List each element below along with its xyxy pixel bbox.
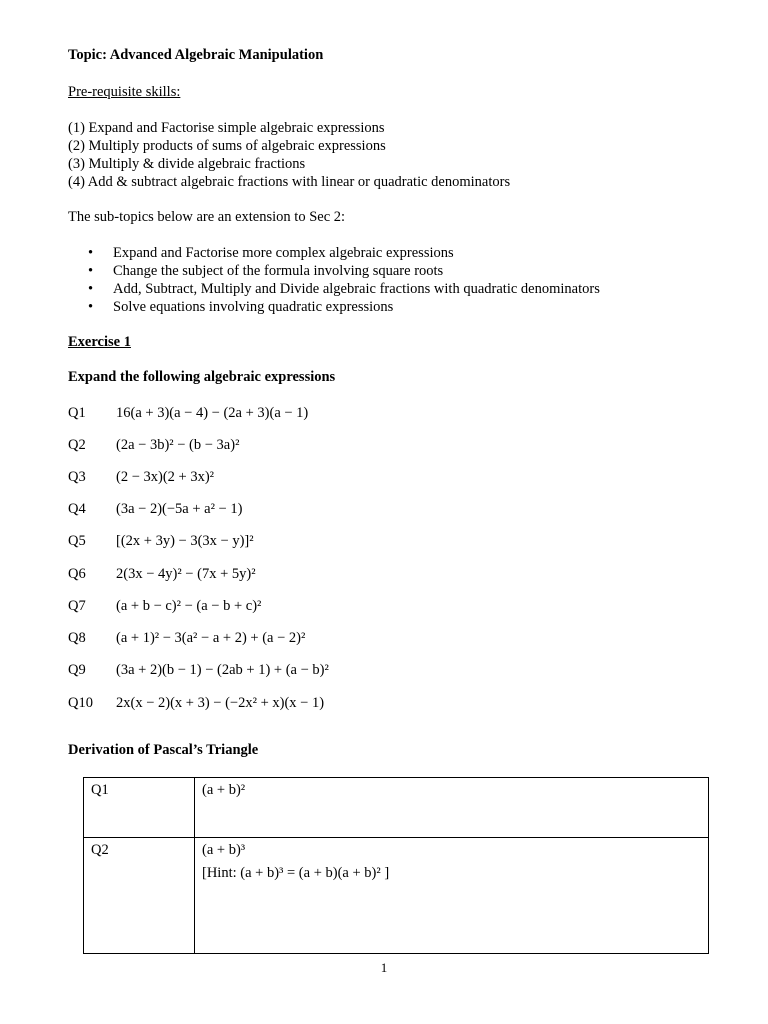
question-expression: [(2x + 3y) − 3(3x − y)]² bbox=[116, 533, 254, 549]
prereq-heading: Pre-requisite skills: bbox=[68, 84, 181, 100]
question-label: Q10 bbox=[68, 695, 93, 711]
question-expression: (a + 1)² − 3(a² − a + 2) + (a − 2)² bbox=[116, 630, 306, 646]
question-expression: (2a − 3b)² − (b − 3a)² bbox=[116, 437, 240, 453]
question-label: Q8 bbox=[68, 630, 86, 646]
question-label: Q4 bbox=[68, 501, 86, 517]
question-label: Q5 bbox=[68, 533, 86, 549]
subtopic-item: • Change the subject of the formula involving square roots bbox=[88, 262, 600, 280]
prereq-list bbox=[68, 119, 510, 191]
question-expression: (3a + 2)(b − 1) − (2ab + 1) + (a − b)² bbox=[116, 662, 329, 678]
table-row bbox=[84, 778, 709, 838]
page-title: Topic: Advanced Algebraic Manipulation bbox=[68, 47, 324, 63]
table-cell-label: Q2 bbox=[84, 838, 195, 954]
pascal-heading: Derivation of Pascal’s Triangle bbox=[68, 742, 259, 758]
question-expression: (a + b − c)² − (a − b + c)² bbox=[116, 598, 262, 614]
question-label: Q2 bbox=[68, 437, 86, 453]
question-expression: (3a − 2)(−5a + a² − 1) bbox=[116, 501, 243, 517]
question-expression: 16(a + 3)(a − 4) − (2a + 3)(a − 1) bbox=[116, 405, 309, 421]
exercise-heading: Exercise 1 bbox=[68, 334, 131, 350]
subtopics-intro: The sub-topics below are an extension to Sec 2: bbox=[68, 209, 346, 225]
table-cell-label: Q1 bbox=[84, 778, 195, 838]
table-cell-expression bbox=[195, 778, 709, 838]
subtopics-list bbox=[88, 244, 600, 316]
question-label: Q3 bbox=[68, 469, 86, 485]
page-number: 1 bbox=[380, 960, 388, 975]
question-label: Q1 bbox=[68, 405, 86, 421]
prereq-item: (2) Multiply products of sums of algebraic expressions bbox=[68, 138, 386, 154]
question-expression: 2(3x − 4y)² − (7x + 5y)² bbox=[116, 566, 256, 582]
prereq-item: (4) Add & subtract algebraic fractions with linear or quadratic denominators bbox=[68, 174, 511, 190]
question-label: Q7 bbox=[68, 598, 86, 614]
subtopic-item: • Add, Subtract, Multiply and Divide algebraic fractions with quadratic denominators bbox=[88, 280, 600, 298]
table-row bbox=[84, 838, 709, 954]
pascal-expression: (a + b)² bbox=[202, 782, 246, 798]
exercise-instruction: Expand the following algebraic expressions bbox=[68, 369, 336, 385]
subtopic-item: • Solve equations involving quadratic expressions bbox=[88, 298, 600, 316]
prereq-item: (1) Expand and Factorise simple algebraic expressions bbox=[68, 120, 385, 136]
question-expression: 2x(x − 2)(x + 3) − (−2x² + x)(x − 1) bbox=[116, 695, 325, 711]
question-label: Q6 bbox=[68, 566, 86, 582]
pascal-expression: (a + b)³ bbox=[202, 842, 246, 858]
table-cell-expression bbox=[195, 838, 709, 954]
pascal-table bbox=[83, 777, 709, 954]
question-label: Q9 bbox=[68, 662, 86, 678]
question-expression: (2 − 3x)(2 + 3x)² bbox=[116, 469, 215, 485]
prereq-item: (3) Multiply & divide algebraic fractions bbox=[68, 156, 306, 172]
subtopic-item: • Expand and Factorise more complex algebraic expressions bbox=[88, 244, 600, 262]
pascal-hint: [Hint: (a + b)³ = (a + b)(a + b)² ] bbox=[202, 865, 390, 881]
